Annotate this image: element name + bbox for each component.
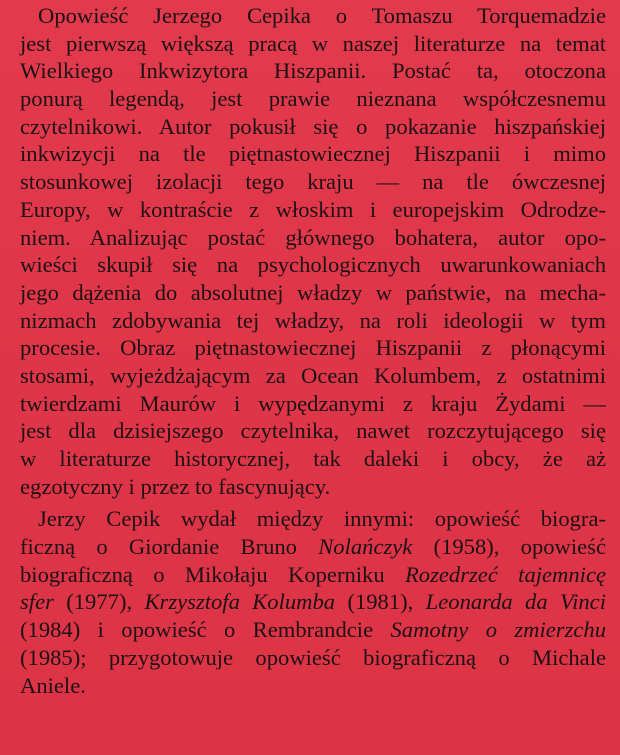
book-title-leonardo: Leonarda da Vinci bbox=[425, 589, 606, 615]
text-line: jego dążenia do absolutnej władzy w państwie, na mecha- bbox=[20, 279, 606, 305]
book-title-rozedrzec-cont: sfer bbox=[20, 589, 54, 615]
book-title-kolumb: Krzysztofa Kolumba bbox=[144, 589, 336, 615]
text-line: stosunkowej izolacji tego kraju — na tle ówczesnej bbox=[20, 169, 606, 195]
text-line: jest dla dzisiejszego czytelnika, nawet rozczytującego się bbox=[20, 418, 606, 444]
text-line: Jerzy Cepik wydał między innymi: opowieść biogra- bbox=[38, 506, 606, 532]
text-line bbox=[20, 561, 606, 589]
text-segment: ficzną o Giordanie Bruno bbox=[20, 534, 319, 560]
text-line: Opowieść Jerzego Cepika o Tomaszu Torquemadzie bbox=[38, 3, 606, 28]
text-line: nizmach zdobywania tej władzy, na roli ideologii w tym bbox=[20, 307, 606, 333]
text-segment: (1981), bbox=[335, 589, 426, 615]
text-line bbox=[20, 588, 606, 616]
text-line: w literaturze historycznej, tak daleki i obcy, że aż bbox=[20, 446, 606, 471]
book-title-nolanczyk: Nolańczyk bbox=[318, 534, 413, 560]
text-line: niem. Analizując postać głównego bohatera, autor opo- bbox=[20, 224, 606, 250]
text-segment: (1984) i opowieść o Rembrandcie bbox=[20, 617, 391, 643]
text-line: egzotyczny i przez to fascynujący. bbox=[20, 473, 331, 499]
paragraph-description bbox=[20, 2, 606, 500]
text-line bbox=[20, 533, 606, 561]
book-title-samotny: Samotny o zmierzchu bbox=[390, 617, 606, 643]
text-line: jest pierwszą większą pracą w naszej literaturze na temat bbox=[20, 30, 606, 56]
book-title-rozedrzec: Rozedrzeć tajemnicę bbox=[404, 561, 606, 587]
text-line: twierdzami Maurów i wypędzanymi z kraju Żydami — bbox=[20, 390, 606, 416]
text-line bbox=[20, 616, 606, 644]
text-segment: biograficzną o Mikołaju Koperniku bbox=[20, 561, 405, 587]
text-line: procesie. Obraz piętnastowiecznej Hiszpanii z płonącymi bbox=[20, 335, 606, 361]
text-line: czytelnikowi. Autor pokusił się o pokazanie hiszpańskiej bbox=[20, 113, 606, 139]
blurb-text bbox=[20, 2, 606, 699]
text-line: ponurą legendą, jest prawie nieznana współczesnemu bbox=[20, 86, 606, 112]
text-line: stosami, wyjeżdżającym za Ocean Kolumbem, z ostatnimi bbox=[20, 362, 606, 388]
text-line: Wielkiego Inkwizytora Hiszpanii. Postać ta, otoczona bbox=[20, 58, 606, 84]
paragraph-bibliography bbox=[20, 505, 606, 699]
text-segment: (1977), bbox=[53, 589, 145, 615]
text-line: inkwizycji na tle piętnastowiecznej Hiszpanii i mimo bbox=[20, 141, 606, 167]
text-line: Europy, w kontraście z włoskim i europejskim Odrodze- bbox=[20, 196, 606, 222]
text-line: (1985); przygotowuje opowieść biograficzną o Michale bbox=[20, 644, 606, 670]
text-line: Aniele. bbox=[20, 672, 86, 698]
text-line: wieści skupił się na psychologicznych uwarunkowaniach bbox=[20, 252, 606, 278]
text-segment: (1958), opowieść bbox=[412, 534, 606, 560]
